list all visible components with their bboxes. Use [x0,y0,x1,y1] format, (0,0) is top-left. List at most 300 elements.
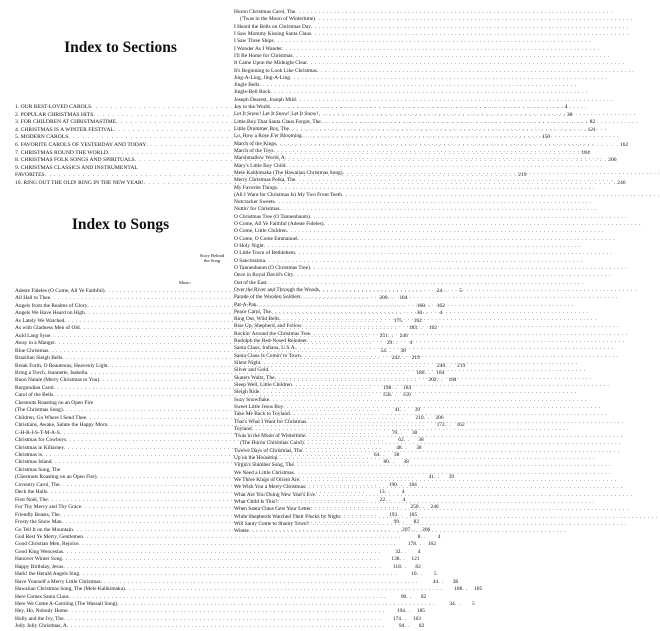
song-entry [234,104,406,111]
music-page: 200 [379,295,388,302]
song-entry [15,541,436,548]
song-title: Christmas in Killarney [15,444,65,451]
dot-leader: . . [434,474,440,481]
song-entry [234,389,406,396]
dot-leader: . . [390,392,397,399]
song-entry [234,68,406,75]
story-page: 38 [416,444,422,451]
song-title: Virgin's Slumber Song, The [234,462,294,469]
story-page: 184 [448,377,457,384]
story-page: 184 [403,384,412,391]
dot-leader: . . [401,615,407,622]
dot-leader [277,455,594,462]
song-title: O Christmas Tree (O Tannenbaum) [234,213,310,220]
music-page: 251 [379,332,388,339]
dot-leader [305,481,622,491]
story-page: 38 [403,459,409,466]
song-entry [234,265,406,272]
dot-leader [319,287,636,294]
dot-leader [63,564,380,571]
song-entry [234,382,406,389]
dot-leader [264,243,581,250]
song-entry [15,548,421,556]
song-title: Brazilian Sleigh Bells [15,355,63,362]
dot-leader [343,170,660,177]
story-page: 162 [456,422,465,429]
song-title: (The Christmas Song) [15,407,63,414]
song-title: Sleep Well, Little Children [234,381,292,388]
story-page: 82 [415,563,421,570]
song-entry [234,46,406,53]
song-entry [15,556,420,563]
song-title: We Wish You a Merry Christmas [234,484,306,491]
song-entry [234,75,406,82]
songs-title: Index to Songs [71,216,170,233]
story-page: 38 [418,437,424,444]
song-title: Santa Claus, Indiana, U.S.A. [234,345,296,352]
story-page: 4 [437,533,441,540]
section-label: 7. CHRISTMAS ROUND THE WORLD [15,149,108,156]
song-title: (Chestnuts Roasting on an Open Fire) [15,474,97,481]
music-page: 198 [383,384,392,391]
song-entry [234,316,406,323]
story-page: 184 [436,369,445,376]
song-title: Coventry Carol, The [15,481,60,488]
song-title: Toyland [234,425,252,432]
music-page: 22 [379,496,386,503]
music-page: 190 [388,481,397,488]
story-page: 4 [439,310,443,317]
dot-leader [290,411,607,418]
dot-leader [317,68,634,75]
song-title: Ring Out, Wild Bells [234,316,280,323]
dot-leader [296,97,613,104]
song-entry [15,407,421,414]
song-entry [234,367,406,374]
song-title: Blue Christmas [15,347,49,354]
song-title: Will Santy Come to Shanty Town? [234,520,309,527]
song-entry [15,586,483,593]
story-page: 162 [428,325,438,332]
dot-leader [274,148,591,155]
song-title: Christmas for Cowboys [15,437,67,444]
right-song-list [234,9,406,536]
song-entry [234,250,406,257]
music-page: 210 [415,414,424,421]
dot-leader [285,155,602,162]
dot-leader [294,462,611,469]
dot-leader [280,316,597,323]
dot-leader [117,601,434,608]
song-entry [15,601,475,608]
section-page: 206 [608,157,617,164]
song-entry [234,97,406,104]
dot-leader [296,345,613,352]
music-page: 90 [400,593,407,600]
song-entry [234,111,406,118]
section-entry [15,165,228,173]
music-page: 62 [398,437,404,444]
dot-leader: . . [462,586,469,593]
song-title: Rockin' Around the Christmas Tree [234,330,311,337]
song-title: Hanover Winter Song [15,556,62,563]
music-page: 118 [392,563,401,570]
section-page: 38 [566,111,573,118]
song-title: Here We Come A-Caroling (The Wassail Song) [15,601,118,608]
song-title: March of the Toys [234,147,274,154]
song-title: Parade of the Wooden Soldiers [234,294,301,301]
song-entry [234,528,406,535]
song-title: God Rest Ye Merry, Gentlemen [15,533,83,540]
dot-leader [62,556,379,563]
song-title: As Lately We Watched [15,317,65,324]
song-title: Carol of the Bells [15,392,54,399]
story-page: 184 [399,295,408,302]
music-page: 183 [408,325,418,332]
song-title: Break Forth, O Beauteous, Heavenly Light [15,362,108,369]
song-title: I Saw Three Ships [234,38,274,45]
song-title: First Noël, The [15,496,48,503]
dot-leader [301,353,618,360]
story-page: 185 [416,608,425,615]
song-entry [234,141,406,148]
music-page: 94 [398,623,405,630]
music-page: 54 [380,347,386,354]
song-title: Hark! the Herald Angels Sing [15,571,80,578]
story-page: 5 [472,601,475,608]
dot-leader [269,397,586,404]
song-title: Joseph Dearest, Joseph Mild [234,96,296,103]
dot-leader: . . [400,407,406,414]
dot-leader [311,24,628,31]
section-page: 219 [518,172,527,179]
music-page: 186 [416,369,425,376]
song-title: Once in Royal David's City [234,272,294,279]
dot-leader: . . [399,556,406,563]
song-title: Friendly Beasts, The [15,511,60,518]
dot-leader [310,331,627,338]
song-title: Christmas Island [15,459,52,466]
section-label: 8. CHRISTMAS FOLK SONGS AND SPIRITUALS [15,157,135,164]
story-page: 162 [427,541,436,548]
song-title: As with Gladness Men of Old [15,325,80,332]
song-entry [234,16,406,23]
song-entry [234,302,406,309]
dot-leader [270,104,587,111]
song-title: Have Yourself a Merry Little Christmas [15,578,101,585]
dot-leader [302,133,619,140]
song-title: I Wonder As I Wander [234,45,283,52]
story-page: 4 [417,548,421,555]
song-title: I Heard the Bells on Christmas Day [234,23,311,30]
dot-leader: . . [400,548,407,555]
song-title: O Holy Night [234,243,264,249]
song-title: Merry Christmas Polka, The [234,177,296,184]
dot-leader [311,506,628,513]
song-title: Sweet Little Jesus Boy [234,403,284,410]
dot-leader [282,46,599,53]
song-title: Angels from the Realms of Glory [15,302,88,309]
song-entry [234,155,406,162]
song-title: We Three Kings of Orient Are [234,477,300,483]
song-title: Auld Lang Syne [15,332,51,339]
song-entry [234,511,406,521]
song-entry [234,375,406,382]
dot-leader: . . [410,526,416,533]
dot-leader [295,9,612,16]
song-entry [234,192,406,199]
song-entry [234,148,406,155]
song-title: Here Comes Santa Claus [15,593,69,600]
song-entry [234,272,406,279]
dot-leader [310,214,627,221]
dot-leader [277,496,594,506]
song-title: Buon Natale (Merry Christmas to You) [15,377,100,384]
section-page: 150 [541,134,551,141]
dot-leader [306,419,623,426]
music-page: 138 [391,556,400,563]
dot-leader [259,82,576,89]
song-entry [15,593,427,601]
dot-leader: . . [416,541,422,548]
song-title: It Came Upon the Midnight Clear [234,60,307,67]
song-title: Away in a Manger [15,340,55,347]
song-title: Santa Claus Is Comin' to Town [234,352,301,359]
song-entry [234,214,406,221]
dot-leader [295,250,612,257]
dot-leader: . . [401,563,407,570]
dot-leader [315,492,632,499]
dot-leader [298,236,615,243]
song-title: Hawaiian Christmas Song, The (Mele Kalikimaka) [15,586,125,593]
dot-leader: . . [400,355,406,362]
dot-leader: . . [401,444,408,451]
music-page: 172 [436,422,445,429]
song-title: All Hail to Thee [15,295,51,302]
song-entry [234,221,406,228]
song-title: My Favorite Things [234,184,278,191]
song-title: Christmas is [15,451,42,458]
story-page: 82 [413,519,420,526]
dot-leader [275,199,592,206]
story-page: 4 [409,340,413,347]
song-title: Christmas Song, The [15,466,61,473]
dot-leader [67,623,384,630]
music-page: 24 [436,288,443,294]
song-title: Suzy Snowflake [234,396,270,403]
song-entry [234,236,406,243]
music-page: 250 [410,504,419,511]
song-title: O Tannenbaum (O Christmas Tree) [234,264,310,271]
song-entry [234,477,406,484]
song-title: Christians, Awake, Salute the Happy Morn [15,422,108,429]
story-page: 206 [422,526,431,533]
section-page: 162 [619,141,629,148]
song-entry [234,177,406,184]
story-page: 219 [457,362,466,369]
song-title: I'll Be Home for Christmas [234,52,293,59]
music-page: 13 [379,489,385,496]
dot-leader: . . [392,340,399,347]
dot-leader [324,221,641,228]
dot-leader: . . [425,302,431,309]
dot-leader [267,280,584,287]
story-column-header: Story Behind the Song [199,253,225,264]
dot-leader [301,294,618,301]
story-page: 184 [408,481,417,488]
dot-leader [310,265,627,272]
song-title: We Need a Little Christmas [234,469,294,476]
dot-leader: . . [423,414,430,421]
song-title: Nutcracker Sweets [234,199,275,206]
music-page: 44 [432,578,439,585]
story-page: 5 [459,288,463,294]
dot-leader [315,16,632,23]
song-title: (The Huron Christmas Carol) [240,440,304,447]
music-page: 194 [396,608,405,615]
song-title: O Come, All Ye Faithful (Adeste Fideles) [234,221,324,228]
song-title: Rise Up, Shepherd, and Follow [234,323,302,330]
song-title: Up on the Housetop [234,455,278,462]
song-title: I Saw Mommy Kissing Santa Claus [234,30,312,37]
dot-leader [302,448,619,455]
dot-leader: . . [402,317,408,324]
song-title: Peace Carol, The [234,308,271,315]
right-column [234,9,406,536]
song-title: O Come, Little Children [234,228,287,235]
section-label: FAVORITES [15,172,45,179]
music-page: 175 [393,317,402,324]
song-entry [234,309,406,316]
section-label: 6. FAVORITE CAROLS OF YESTERDAY AND TODAY [15,141,147,148]
dot-leader [309,521,626,528]
story-page: 185 [474,586,483,593]
song-entry [234,133,406,140]
dot-leader [294,470,611,477]
song-entry [234,404,406,411]
song-entry [234,38,406,45]
story-page: 82 [420,593,427,600]
story-page: 206 [435,414,444,421]
song-title: Jing-A-Ling, Jing-A-Ling [234,74,290,81]
song-entry [234,119,406,126]
song-title: What Are You Doing New Year's Eve [234,491,315,498]
song-entry [234,258,406,265]
story-page: 38 [411,429,418,436]
dot-leader [289,126,606,133]
music-page: 41 [394,407,401,414]
song-title: Little Boy That Santa Claus Forgot, The [234,118,321,125]
song-entry [15,563,421,571]
dot-leader [256,302,573,309]
section-label: 3. FOR CHILDREN AT CHRISTMASTIME [15,119,117,126]
dot-leader [304,440,621,447]
song-title: Over the River and Through the Woods [234,286,320,293]
song-title: Chestnuts Roasting on an Open Fire [15,399,94,406]
dot-leader [299,477,616,484]
story-page: 38 [452,578,459,585]
song-entry [234,82,406,89]
section-label: 5. MODERN CAROLS [15,134,69,141]
dot-leader: . . [444,422,451,429]
music-page: 29 [386,340,393,347]
music-page: 202 [428,377,437,384]
song-title: 'Twas in the Moon of Wintertime [234,433,306,440]
song-entry [234,345,406,352]
song-entry [234,31,406,38]
music-page: 8 [417,533,421,540]
song-title: Silent Night [234,360,261,366]
song-entry [234,206,406,213]
dot-leader: . . [399,519,405,526]
dot-leader [287,228,604,235]
dot-leader [307,338,624,345]
section-label: 4. CHRISTMAS IS A WINTER FESTIVAL [15,126,114,133]
story-page: 38 [400,347,406,354]
song-title: Burgundian Carol [15,384,54,391]
song-title: Jingle Bells [234,82,260,89]
dot-leader [249,528,566,535]
song-entry [234,492,406,499]
music-page: 158 [382,392,391,399]
dot-leader: . . [406,593,412,600]
sections-title: Index to Sections [64,39,177,56]
story-page: 246 [399,332,408,339]
dot-leader [292,53,609,60]
song-title: C-H-R-I-S-T-M-A-S [15,429,60,436]
song-title: Pat-A-Pan [234,301,257,308]
dot-leader: . . [454,601,461,608]
story-page: 5 [433,571,437,578]
music-page: 70 [391,429,398,436]
story-page: 246 [430,504,439,511]
dot-leader [342,192,659,199]
song-title: Good King Wenceslas [15,548,63,555]
music-page: 10 [411,571,417,578]
song-entry [15,608,425,615]
dot-leader: . . [397,429,403,436]
song-title: Good Christian Men, Rejoice [15,541,79,548]
song-title: Let It Snow! Let It Snow! Let It Snow! [234,111,319,118]
song-entry [234,228,406,235]
dot-leader: . . [422,310,428,317]
song-title: Adeste Fideles (O Come, All Ye Faithful) [15,288,105,294]
dot-leader [259,389,576,396]
song-title: Bring a Torch, Jeannette, Isabella [15,369,87,376]
dot-leader: . . [379,451,386,458]
song-title: Winter [234,528,249,535]
song-entry [234,419,406,426]
song-title: Twelve Days of Christmas, The [234,447,303,454]
dot-leader: . . [387,295,394,302]
song-entry [234,448,406,455]
dot-leader: . . [384,489,391,496]
song-title: Lo, How a Rose E'er Blooming [234,133,302,140]
music-page: 30 [416,310,423,317]
song-entry [234,397,406,404]
dot-leader [311,31,628,38]
song-title: While Shepherds Watched Their Flocks by Night [234,513,340,520]
dot-leader [290,75,607,82]
song-title: Hey, Ho, Nobody Home [15,608,68,615]
song-entry [234,440,406,447]
dot-leader [277,185,594,192]
dot-leader: . . [405,608,411,615]
section-page: 121 [587,126,596,133]
dot-leader: . . [386,347,392,354]
song-title: Little Drummer Boy, The [234,126,289,132]
dot-leader: . . [397,511,403,518]
